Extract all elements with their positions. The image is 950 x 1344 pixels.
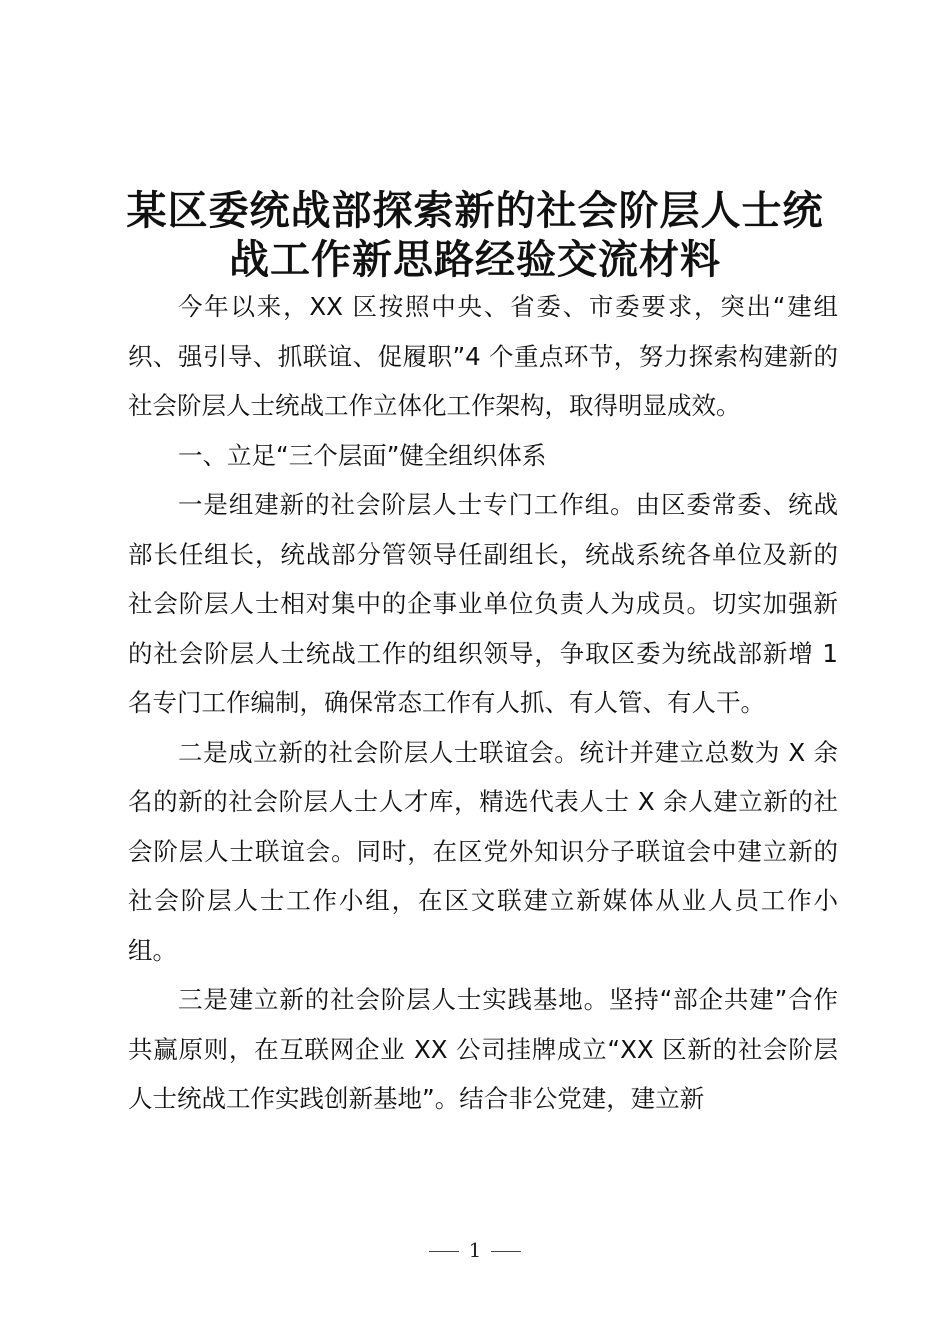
document-title-line-2: 战工作新思路经验交流材料	[229, 236, 721, 283]
footer-dash-left	[429, 1251, 459, 1252]
body-paragraph-2: 二是成立新的社会阶层人士联谊会。统计并建立总数为 X 余名的新的社会阶层人士人才库，精选代表人士 X 余人建立新的社会阶层人士联谊会。同时，在区党外知识分子联谊会中建立新的社会阶层人士工作小组，在区文联建立新媒体从业人员工作小组。	[128, 737, 838, 965]
intro-paragraph: 今年以来，XX 区按照中央、省委、市委要求，突出“建组织、强引导、抓联谊、促履职”4 个重点环节，努力探索构建新的社会阶层人士统战工作立体化工作架构，取得明显成效。	[128, 292, 838, 420]
page-number: 1	[468, 1238, 482, 1262]
document-body	[128, 282, 838, 1124]
document-title-line-1: 某区委统战部探索新的社会阶层人士统	[126, 187, 824, 234]
section-heading-1: 一、立足“三个层面”健全组织体系	[178, 440, 547, 470]
footer-dash-right	[491, 1251, 521, 1252]
page-footer	[0, 1238, 950, 1262]
body-paragraph-1: 一是组建新的社会阶层人士专门工作组。由区委常委、统战部长任组长，统战部分管领导任副组长，统战系统各单位及新的社会阶层人士相对集中的企事业单位负责人为成员。切实加强新的社会阶层人士统战工作的组织领导，争取区委为统战部新增 1 名专门工作编制，确保常态工作有人抓、有人管、有人干。	[128, 490, 838, 717]
body-paragraph-3: 三是建立新的社会阶层人士实践基地。坚持“部企共建”合作共赢原则，在互联网企业 XX 公司挂牌成立“XX 区新的社会阶层人士统战工作实践创新基地”。结合非公党建，建立新	[128, 985, 838, 1113]
